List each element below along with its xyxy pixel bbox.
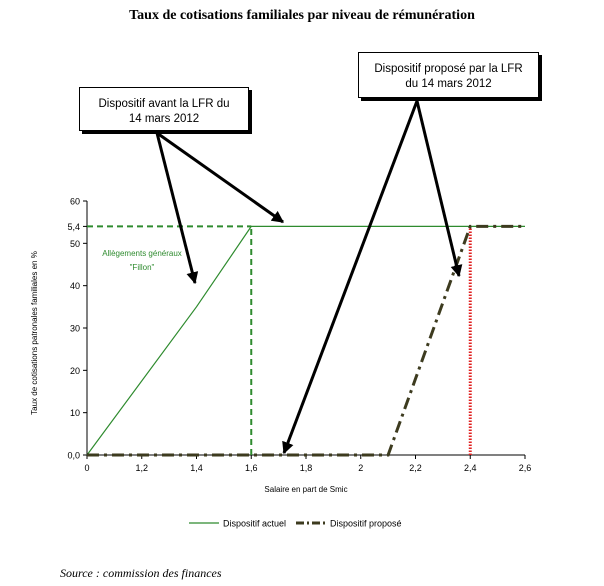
y-tick-label-4: 40 <box>69 281 80 292</box>
x-tick-label-7: 2,4 <box>463 463 477 473</box>
x-tick-label-5: 2 <box>358 463 364 473</box>
annotation-fillon-line-1: Allègements généraux <box>102 249 182 258</box>
source-note: Source : commission des finances <box>60 566 222 580</box>
annotation-fillon-line-2: "Fillon" <box>129 263 155 272</box>
x-tick-label-8: 2,6 <box>518 463 532 473</box>
legend-label-1: Dispositif proposé <box>330 518 402 529</box>
callout-arrows <box>157 101 459 453</box>
y-tick-label-6: 5,4 <box>67 221 80 232</box>
callout-current-line-1: Dispositif avant la LFR du <box>98 98 230 110</box>
x-tick-label-2: 1,4 <box>190 463 203 473</box>
y-tick-label-1: 10 <box>69 408 80 419</box>
y-tick-label-5: 50 <box>69 238 80 249</box>
reference-lines <box>87 226 470 455</box>
legend-label-0: Dispositif actuel <box>223 518 287 529</box>
chart-axes <box>30 197 531 495</box>
y-tick-label-7: 60 <box>69 196 80 207</box>
y-axis-label: Taux de cotisations patronales familiales en % <box>30 251 39 415</box>
y-tick-label-0: 0,0 <box>67 450 80 461</box>
arrow-proposed-to-zero <box>284 101 417 453</box>
x-axis-label: Salaire en part de Smic <box>264 485 348 494</box>
series-lines <box>87 226 525 455</box>
x-tick-label-1: 1,2 <box>135 463 149 473</box>
legend <box>189 519 402 529</box>
callout-current-line-2: 14 mars 2012 <box>128 113 200 125</box>
series-line-1 <box>87 226 525 455</box>
x-tick-label-4: 1,8 <box>299 463 313 473</box>
chart-title: Taux de cotisations familiales par niveau de rémunération <box>129 8 475 23</box>
x-tick-label-0: 0 <box>84 463 90 473</box>
callout-proposed-line-1: Dispositif proposé par la LFR <box>374 63 523 75</box>
y-tick-label-2: 20 <box>69 365 80 376</box>
arrow-proposed-to-ramp <box>417 101 459 276</box>
x-tick-label-3: 1,6 <box>244 463 258 473</box>
callout-proposed-line-2: du 14 mars 2012 <box>405 78 492 90</box>
x-tick-label-6: 2,2 <box>409 463 422 473</box>
y-tick-label-3: 30 <box>69 323 80 334</box>
